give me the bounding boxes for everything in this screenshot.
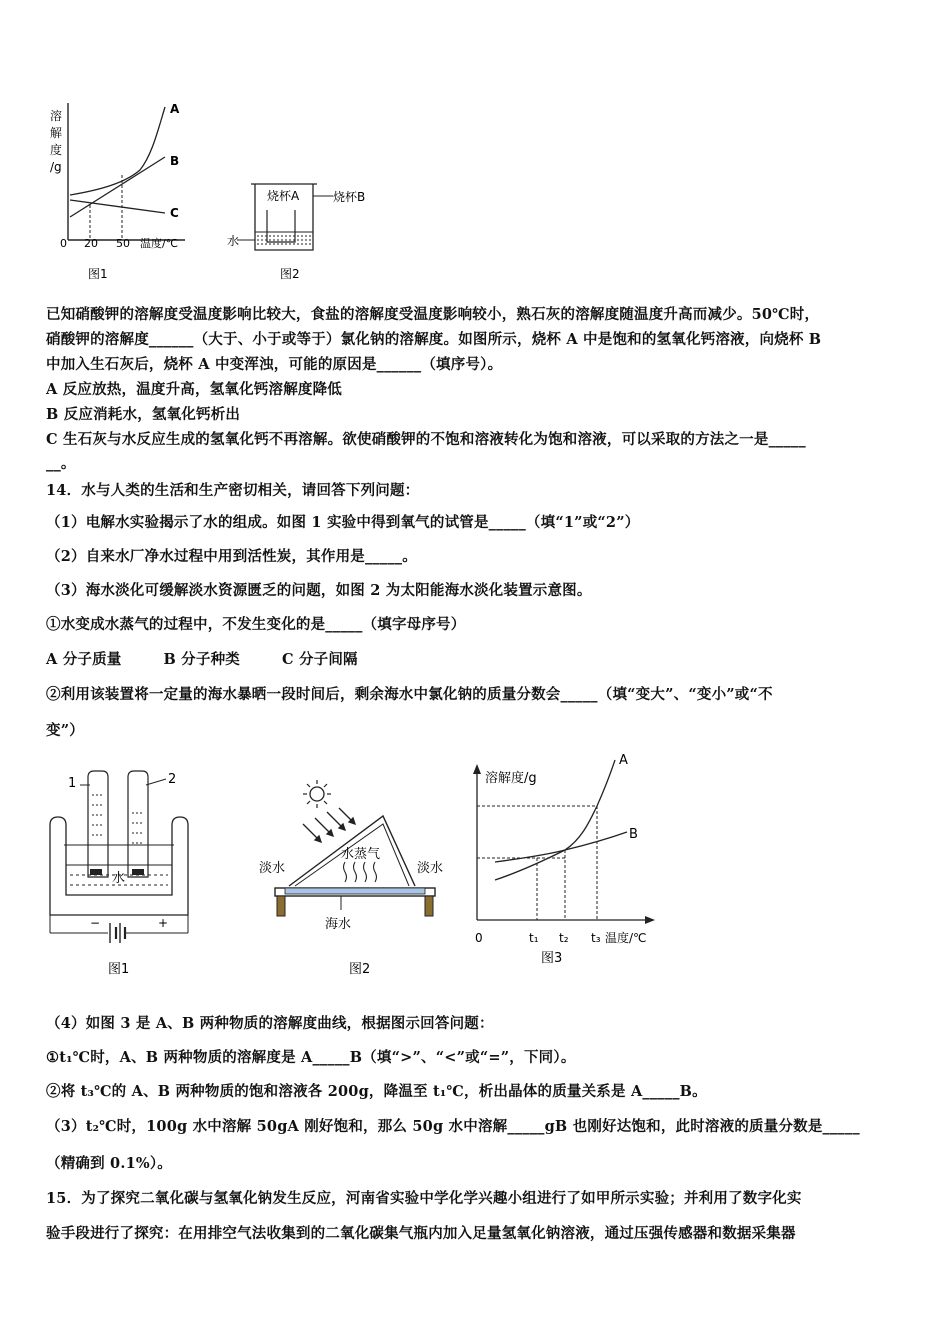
q14-part-4b: ②将 t₃℃的 A、B 两种物质的饱和溶液各 200g，降温至 t₁℃，析出晶体的质量关系是 A_____B。: [46, 1083, 707, 1100]
para-3: 中加入生石灰后，烧杯 A 中变浑浊，可能的原因是______（填序号）。: [46, 356, 503, 373]
fig2-beaker-a: 烧杯A: [267, 189, 300, 203]
mid-fig1-caption: 图1: [108, 962, 130, 977]
fig1-curve-c: [70, 200, 165, 213]
mid-figure-3-solubility-chart: [465, 750, 675, 975]
q14-part-3a-options: A 分子质量 B 分子种类 C 分子间隔: [46, 651, 358, 668]
fig1-ylabel-4: /g: [50, 160, 62, 174]
q14-part-4a: ①t₁℃时，A、B 两种物质的溶解度是 A_____B（填“>”、“<”或“=”，下同）。: [46, 1049, 576, 1066]
tube-1-label: 1: [68, 776, 77, 791]
fig1-ylabel-2: 解: [50, 126, 63, 140]
top-figure-1: [40, 95, 210, 285]
fresh-water-left: 淡水: [259, 861, 286, 876]
fig1-ylabel-1: 溶: [50, 109, 63, 123]
mid-fig2-caption: 图2: [349, 962, 371, 977]
fig3-xtick-t1: t₁: [529, 931, 539, 945]
mid-figure-2-desalination: [255, 778, 465, 978]
q14-part-3b-cont: 变”）: [46, 722, 84, 739]
fig1-curve-b: [70, 157, 165, 217]
question-15-line-1: 15．为了探究二氧化碳与氢氧化钠发生反应，河南省实验中学化学兴趣小组进行了如甲所示实验；并利用了数字化实: [46, 1190, 802, 1207]
option-a: A 反应放热，温度升高，氢氧化钙溶解度降低: [46, 381, 342, 398]
para-2: 硝酸钾的溶解度______（大于、小于或等于）氯化钠的溶解度。如图所示，烧杯 A 中是饱和的氢氧化钙溶液，向烧杯 B: [46, 331, 822, 348]
fig2-caption: 图2: [280, 267, 300, 281]
top-figure-2: [225, 170, 385, 285]
fig1-curve-label-b: B: [170, 154, 180, 168]
fig3-xlabel: 温度/℃: [605, 931, 647, 945]
q14-part-2: （2）自来水厂净水过程中用到活性炭，其作用是_____。: [46, 548, 417, 565]
fig1-xlabel: 温度/℃: [140, 237, 179, 250]
battery-plus: +: [158, 916, 169, 930]
fig3-curve-label-a: A: [619, 753, 628, 768]
fresh-water-right: 淡水: [417, 861, 444, 876]
fig1-curve-label-c: C: [170, 206, 179, 220]
trough-water-label: 水: [112, 871, 126, 886]
q14-part-4c: （3）t₂℃时，100g 水中溶解 50gA 刚好饱和，那么 50g 水中溶解_____gB 也刚好达饱和，此时溶液的质量分数是_____: [46, 1118, 860, 1135]
q14-part-3b: ②利用该装置将一定量的海水暴晒一段时间后，剩余海水中氯化钠的质量分数会_____（填“变大”、“变小”或“不: [46, 686, 773, 703]
fig3-xtick-t3: t₃: [591, 931, 601, 945]
q14-part-1: （1）电解水实验揭示了水的组成。如图 1 实验中得到氧气的试管是_____（填“1”或“2”）: [46, 514, 640, 531]
q14-part-4c-cont: （精确到 0.1%）。: [46, 1155, 173, 1172]
option-b: B 反应消耗水，氢氧化钙析出: [46, 406, 241, 423]
fig1-xtick-50: 50: [116, 237, 130, 250]
q14-part-4: （4）如图 3 是 A、B 两种物质的溶解度曲线，根据图示回答问题：: [46, 1015, 494, 1032]
fig2-beaker-b: 烧杯B: [333, 190, 366, 204]
para-7: __。: [46, 455, 76, 472]
vapor-label: 水蒸气: [341, 847, 381, 862]
q14-part-3a: ①水变成水蒸气的过程中，不发生变化的是_____（填字母序号）: [46, 616, 466, 633]
mid-figure-1-electrolysis: [40, 765, 200, 980]
battery-minus: −: [90, 916, 101, 930]
fig1-ylabel-3: 度: [50, 143, 63, 157]
fig1-caption: 图1: [88, 267, 108, 281]
fig3-xtick-t2: t₂: [559, 931, 569, 945]
q14-part-3: （3）海水淡化可缓解淡水资源匮乏的问题，如图 2 为太阳能海水淡化装置示意图。: [46, 582, 592, 599]
seawater-label: 海水: [325, 917, 352, 932]
tube-2-label: 2: [168, 772, 177, 787]
fig3-curve-label-b: B: [629, 827, 638, 842]
fig3-ylabel: 溶解度/g: [485, 771, 537, 786]
fig1-curve-label-a: A: [170, 102, 180, 116]
question-15-line-2: 验手段进行了探究：在用排空气法收集到的二氧化碳集气瓶内加入足量氢氧化钠溶液，通过压强传感器和数据采集器: [46, 1225, 796, 1242]
option-c: C 生石灰与水反应生成的氢氧化钙不再溶解。欲使硝酸钾的不饱和溶液转化为饱和溶液，可以采取的方法之一是_____: [46, 431, 806, 448]
fig1-origin: 0: [60, 237, 67, 250]
mid-fig3-caption: 图3: [541, 951, 563, 966]
question-14: 14．水与人类的生活和生产密切相关，请回答下列问题：: [46, 482, 420, 499]
fig1-curve-a: [70, 107, 165, 195]
fig3-origin: 0: [475, 931, 483, 945]
para-1: 已知硝酸钾的溶解度受温度影响比较大，食盐的溶解度受温度影响较小，熟石灰的溶解度随温度升高而减少。50℃时，: [46, 306, 820, 323]
fig2-water: 水: [227, 234, 240, 248]
fig1-xtick-20: 20: [84, 237, 98, 250]
